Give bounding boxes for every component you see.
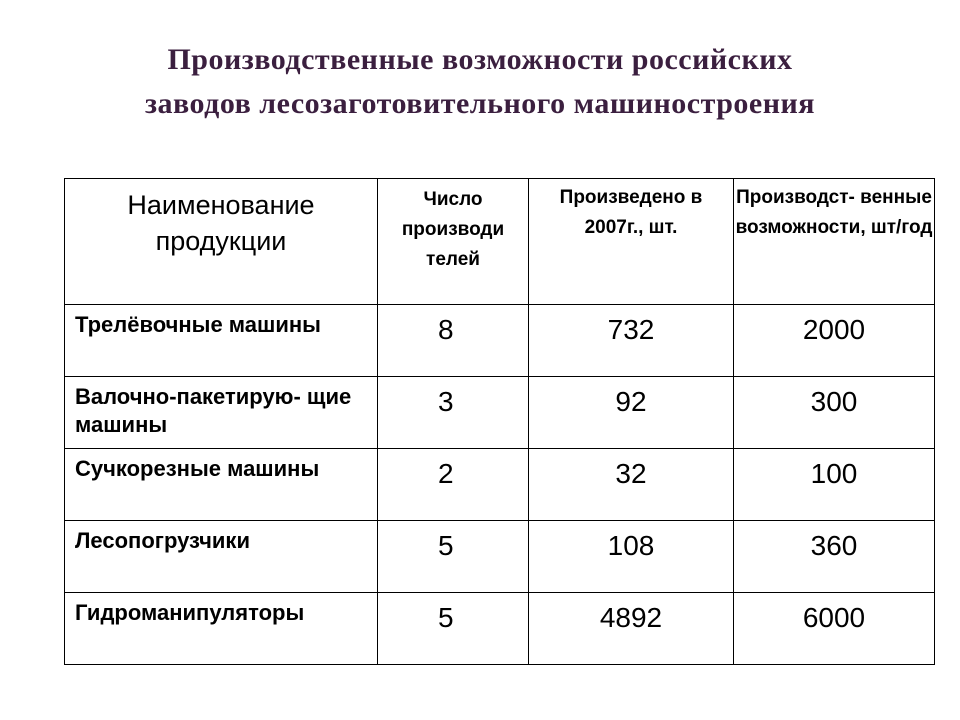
table-row [65,377,935,449]
table-row [65,449,935,521]
row-produced: 92 [615,386,647,417]
row-manufacturer-count: 2 [438,458,454,489]
row-product-name: Лесопогрузчики [75,528,250,553]
header-capacity: Производст- венные возможности, шт/год [734,179,935,305]
row-capacity: 100 [810,458,858,489]
table-row [65,593,935,665]
row-manufacturer-count: 3 [438,386,454,417]
row-produced: 108 [607,530,655,561]
row-capacity: 2000 [802,314,866,345]
row-capacity: 360 [810,530,858,561]
row-manufacturer-count: 8 [438,314,454,345]
title-line-1: Производственные возможности российских [167,43,793,76]
row-product-name: Гидроманипуляторы [75,600,305,625]
row-manufacturer-count: 5 [438,530,454,561]
header-manufacturer-count: Число производи телей [378,179,529,305]
header-produced-2007: Произведено в 2007г., шт. [529,179,734,305]
table-header-row [65,179,935,305]
title-line-2: заводов лесозаготовительного машиностроения [144,87,815,120]
row-produced: 32 [615,458,647,489]
header-product-name: Наименование продукции [65,179,378,305]
row-capacity: 6000 [802,602,866,633]
row-capacity: 300 [810,386,858,417]
row-produced: 732 [607,314,655,345]
row-product-name: Валочно-пакетирую- щие машины [75,384,352,437]
row-produced: 4892 [599,602,663,633]
row-manufacturer-count: 5 [438,602,454,633]
table-row [65,521,935,593]
page-title [40,38,920,126]
production-table [64,178,935,665]
row-product-name: Трелёвочные машины [75,312,321,337]
table-row [65,305,935,377]
row-product-name: Сучкорезные машины [75,456,320,481]
